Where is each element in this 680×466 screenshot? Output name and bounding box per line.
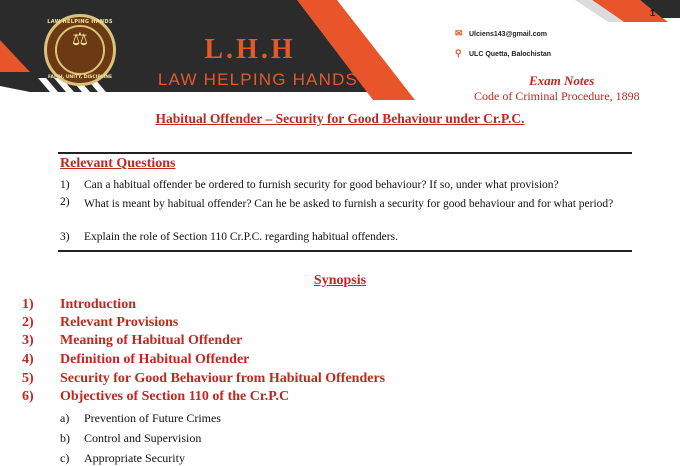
divider-top <box>58 152 632 154</box>
synopsis-text: Security for Good Behaviour from Habitual Offenders <box>60 371 386 386</box>
address-contact <box>455 48 551 59</box>
email-contact[interactable] <box>455 28 547 39</box>
logo <box>44 14 116 86</box>
question-text: What is meant by habitual offender? Can he be asked to furnish a security for good behaviour and for what period? <box>84 198 614 210</box>
exam-notes-label: Exam Notes <box>529 73 595 88</box>
synopsis-text: Relevant Provisions <box>60 315 179 330</box>
sub-item-letter: c) <box>60 451 70 465</box>
question-number: 2) <box>60 196 70 208</box>
email-text: Ulciens143@gmail.com <box>469 31 548 38</box>
question-text: Explain the role of Section 110 Cr.P.C. regarding habitual offenders. <box>84 231 398 243</box>
divider-bottom <box>58 250 632 252</box>
synopsis-text: Definition of Habitual Offender <box>60 352 250 367</box>
sub-item-letter: a) <box>60 411 70 425</box>
question-number: 3) <box>60 231 70 243</box>
logo-ring-text: LAW HELPING HANDS <box>47 19 113 25</box>
sub-item-text: Prevention of Future Crimes <box>84 411 221 425</box>
synopsis-heading: Synopsis <box>313 273 367 288</box>
address-text: ULC Quetta, Balochistan <box>469 51 552 58</box>
synopsis-number: 1) <box>22 297 34 312</box>
synopsis-number: 5) <box>22 371 34 386</box>
synopsis-number: 2) <box>22 315 34 330</box>
sub-item-text: Appropriate Security <box>84 451 185 465</box>
page-number: 1 <box>650 8 656 18</box>
question-item <box>60 231 398 243</box>
logo-motto: FAITH, UNITY, DISCIPLINE <box>47 75 113 80</box>
question-item <box>60 179 559 191</box>
synopsis-number: 3) <box>22 333 34 348</box>
sub-item-letter: b) <box>60 431 70 445</box>
code-label: Code of Criminal Procedure, 1898 <box>474 89 640 103</box>
sub-item-text: Control and Supervision <box>84 431 202 445</box>
synopsis-number: 4) <box>22 352 34 367</box>
question-number: 1) <box>60 179 70 191</box>
page-title: Habitual Offender – Security for Good Behaviour under Cr.P.C. <box>155 111 525 126</box>
synopsis-text: Meaning of Habitual Offender <box>60 333 243 348</box>
synopsis-text: Objectives of Section 110 of the Cr.P.C <box>60 389 290 404</box>
brand-title: L.H.H <box>204 34 296 65</box>
question-item <box>60 196 614 210</box>
location-pin-icon: ⚲ <box>455 48 462 58</box>
scales-of-justice-icon: ⚖ <box>71 29 89 50</box>
question-text: Can a habitual offender be ordered to furnish security for good behaviour? If so, under what provision? <box>84 179 559 191</box>
synopsis-number: 6) <box>22 389 34 404</box>
email-icon: ✉ <box>455 28 463 38</box>
synopsis-text: Introduction <box>60 297 136 312</box>
relevant-questions-heading: Relevant Questions <box>60 156 176 171</box>
brand-subtitle: LAW HELPING HANDS <box>157 70 359 89</box>
